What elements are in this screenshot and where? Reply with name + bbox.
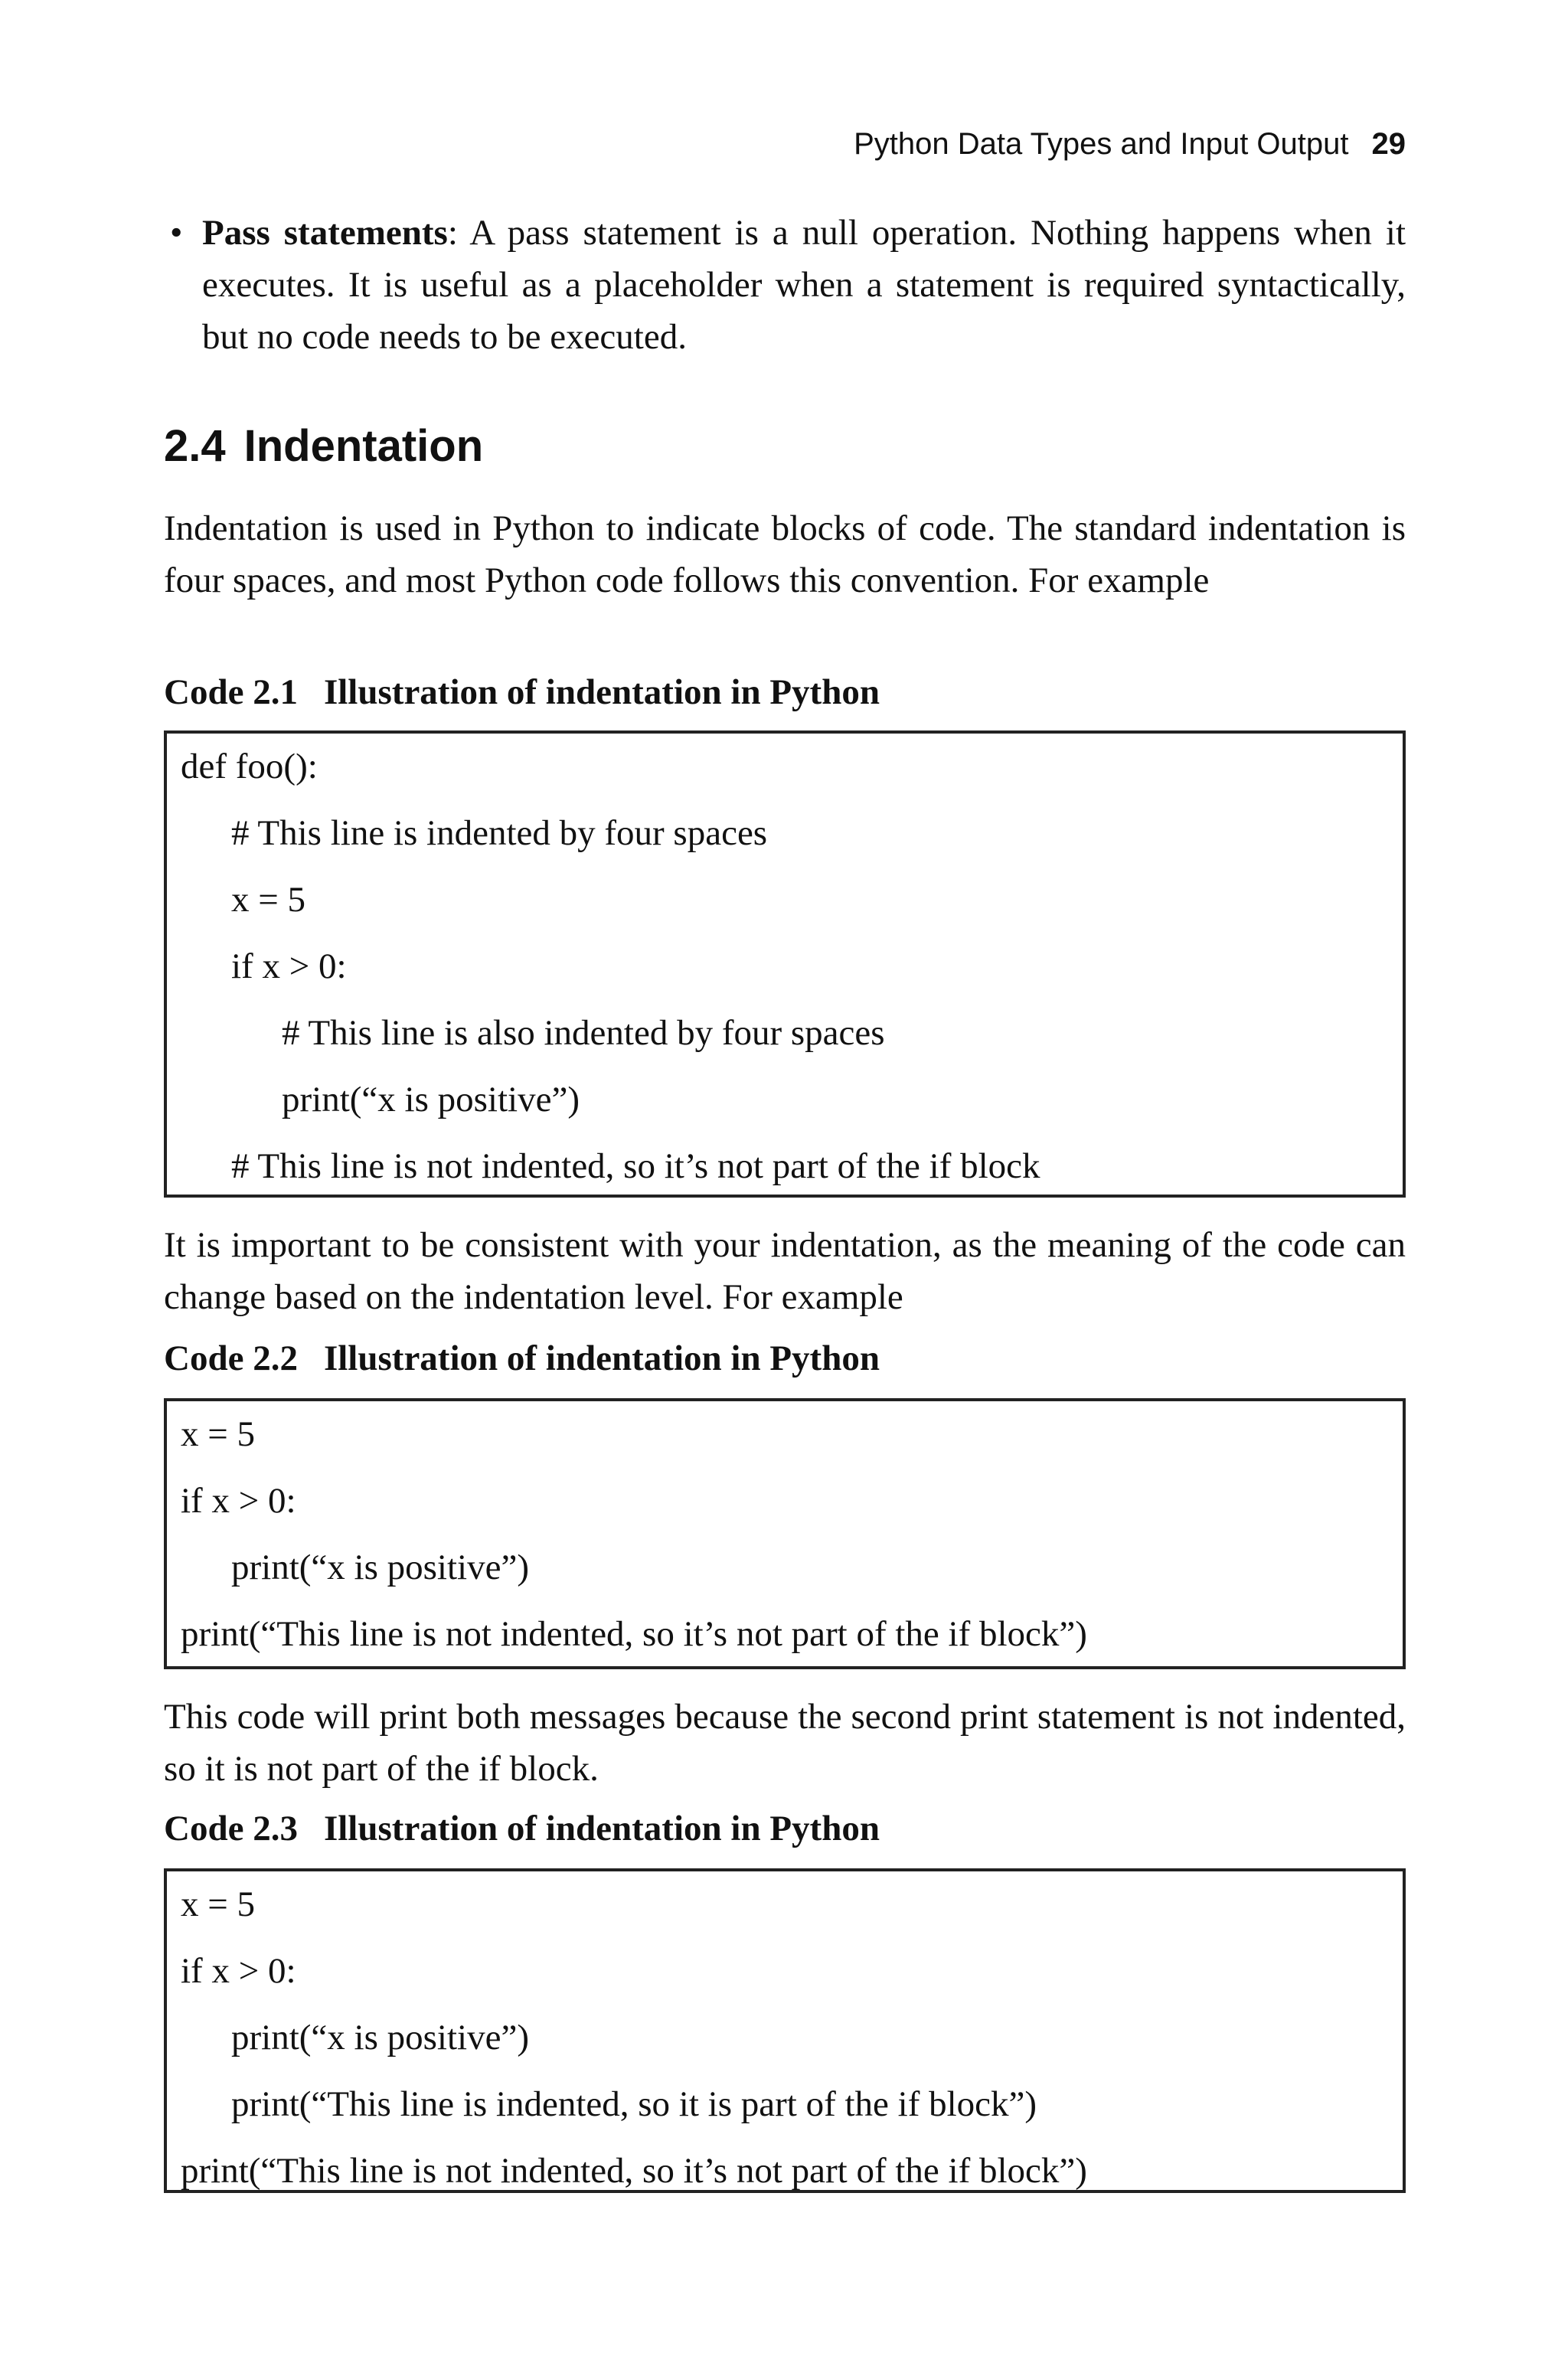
code-line: if x > 0: (181, 1951, 296, 1991)
code-line: if x > 0: (181, 1481, 296, 1521)
code-line: if x > 0: (231, 946, 347, 986)
section-title: Indentation (243, 421, 484, 471)
code-block-2 (164, 1398, 1406, 1669)
code-line: print(“x is positive”) (282, 1080, 580, 1119)
intro-paragraph: Indentation is used in Python to indicate blocks of code. The standard indentation is four spaces, and most Python code follows this convention. For example (164, 508, 1406, 600)
code-caption-1 (164, 669, 880, 715)
bullet-dot-icon: • (170, 213, 183, 253)
code-caption-text: Illustration of indentation in Python (323, 1338, 880, 1378)
code-line: x = 5 (181, 1414, 256, 1454)
bullet-text (202, 207, 1406, 363)
section-number: 2.4 (164, 421, 226, 471)
paragraph-after-code-2-block (164, 1691, 1406, 1795)
code-line: # This line is indented by four spaces (231, 813, 768, 853)
code-line: print(“This line is not indented, so it’s not part of the if block”) (181, 1614, 1087, 1654)
section-heading (164, 420, 483, 473)
code-label: Code 2.3 (164, 1809, 298, 1848)
page-number: 29 (1371, 127, 1406, 161)
code-line: print(“x is positive”) (231, 1548, 529, 1587)
paragraph-after-code-2: This code will print both messages because the second print statement is not indented, so it is not part of the if block. (164, 1697, 1406, 1789)
intro-paragraph-block (164, 502, 1406, 606)
code-label: Code 2.1 (164, 672, 298, 712)
code-caption-3 (164, 1806, 880, 1852)
bullet-item (170, 207, 1406, 363)
code-line: # This line is also indented by four spaces (282, 1013, 885, 1053)
code-block-3 (164, 1868, 1406, 2193)
code-caption-text: Illustration of indentation in Python (323, 672, 880, 712)
bullet-term: Pass statements (202, 213, 448, 253)
code-line: x = 5 (231, 880, 306, 920)
code-line: # This line is not indented, so it’s not part of the if block (231, 1146, 1040, 1186)
code-line: print(“x is positive”) (231, 2018, 529, 2057)
running-title: Python Data Types and Input Output (854, 127, 1349, 161)
code-line: print(“This line is indented, so it is part of the if block”) (231, 2084, 1037, 2124)
code-line: x = 5 (181, 1884, 256, 1924)
running-header (164, 123, 1406, 165)
paragraph-after-code-1: It is important to be consistent with your indentation, as the meaning of the code can change based on the indentation level. For example (164, 1225, 1406, 1317)
code-line: def foo(): (181, 747, 318, 786)
code-caption-text: Illustration of indentation in Python (323, 1809, 880, 1848)
code-label: Code 2.2 (164, 1338, 298, 1378)
paragraph-after-code-1-block (164, 1219, 1406, 1323)
bullet-description: : A pass statement is a null operation. Nothing happens when it executes. It is useful as a placeholder when a statement is required syntactically, but no code needs to be executed. (202, 213, 1406, 357)
code-caption-2 (164, 1335, 880, 1381)
code-block-1 (164, 730, 1406, 1198)
code-line: print(“This line is not indented, so it’s not part of the if block”) (181, 2151, 1087, 2191)
